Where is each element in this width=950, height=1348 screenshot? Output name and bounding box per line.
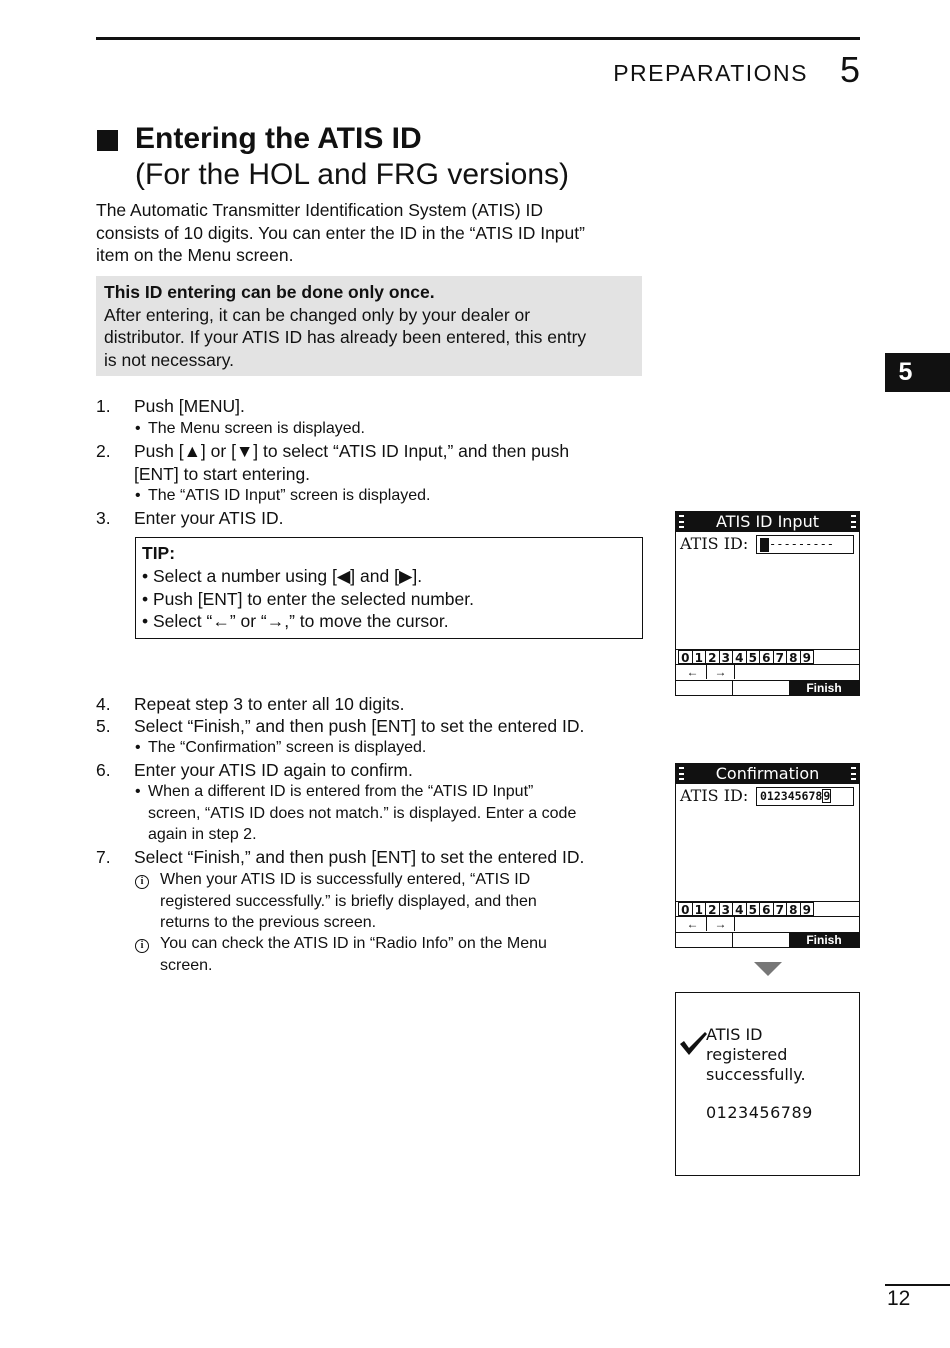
grip-icon [679, 767, 684, 780]
notice-box: This ID entering can be done only once. After entering, it can be changed only by your dealer or distributor. If your ATIS ID has already been entered, this entry is not necessary. [96, 276, 642, 376]
registered-id: 0123456789 [706, 1103, 813, 1122]
title-square-icon [97, 130, 118, 151]
section-title: PREPARATIONS [613, 60, 808, 86]
grip-icon [851, 515, 856, 528]
finish-key: Finish [789, 933, 859, 947]
bottom-rule [885, 1284, 950, 1286]
lcd-id-field: --------- [756, 535, 854, 554]
info-icon: i [135, 875, 149, 889]
lcd-registered [675, 992, 860, 1176]
section-number: 5 [839, 49, 860, 90]
arrow-left-icon: ← [679, 665, 707, 679]
lcd-keypad: 0 1 2 3 4 5 6 7 8 9 ← → Finish [676, 649, 859, 695]
arrow-right-icon: → [707, 665, 735, 679]
lcd-field-label: ATIS ID: [680, 786, 749, 805]
registered-message: ATIS ID registered successfully. [706, 1025, 806, 1084]
page-number: 12 [887, 1287, 911, 1310]
lcd-id-field: 0123456789 [756, 787, 854, 806]
arrow-left-icon: ← [679, 917, 707, 931]
page-subtitle: (For the HOL and FRG versions) [135, 158, 570, 191]
lcd-confirmation [675, 763, 860, 948]
notice-heading: This ID entering can be done only once. [104, 282, 435, 302]
info-icon: i [135, 939, 149, 953]
lcd-field-label: ATIS ID: [680, 534, 749, 553]
lcd-title-bar: Confirmation [676, 764, 859, 784]
tip-title: TIP: [142, 543, 176, 563]
page-title: Entering the ATIS ID [135, 122, 422, 155]
cursor-icon [760, 538, 769, 552]
chapter-tab: 5 [885, 353, 950, 392]
intro-paragraph: The Automatic Transmitter Identification System (ATIS) ID consists of 10 digits. You can enter the ID in the “ATIS ID Input” item on the Menu screen. [96, 200, 585, 265]
lcd-title-bar: ATIS ID Input [676, 512, 859, 532]
down-arrow-icon [754, 962, 782, 976]
arrow-right-icon: → [707, 917, 735, 931]
top-rule [96, 37, 860, 40]
lcd-keypad: 0 1 2 3 4 5 6 7 8 9 ← → Finish [676, 901, 859, 947]
tip-box: TIP: • Select a number using [◀] and [▶]. • Push [ENT] to enter the selected number. • Select “←” or “→,” to move the cursor. [135, 537, 643, 639]
grip-icon [851, 767, 856, 780]
lcd-atis-id-input [675, 511, 860, 696]
grip-icon [679, 515, 684, 528]
finish-key: Finish [789, 681, 859, 695]
checkmark-icon [678, 1029, 708, 1057]
